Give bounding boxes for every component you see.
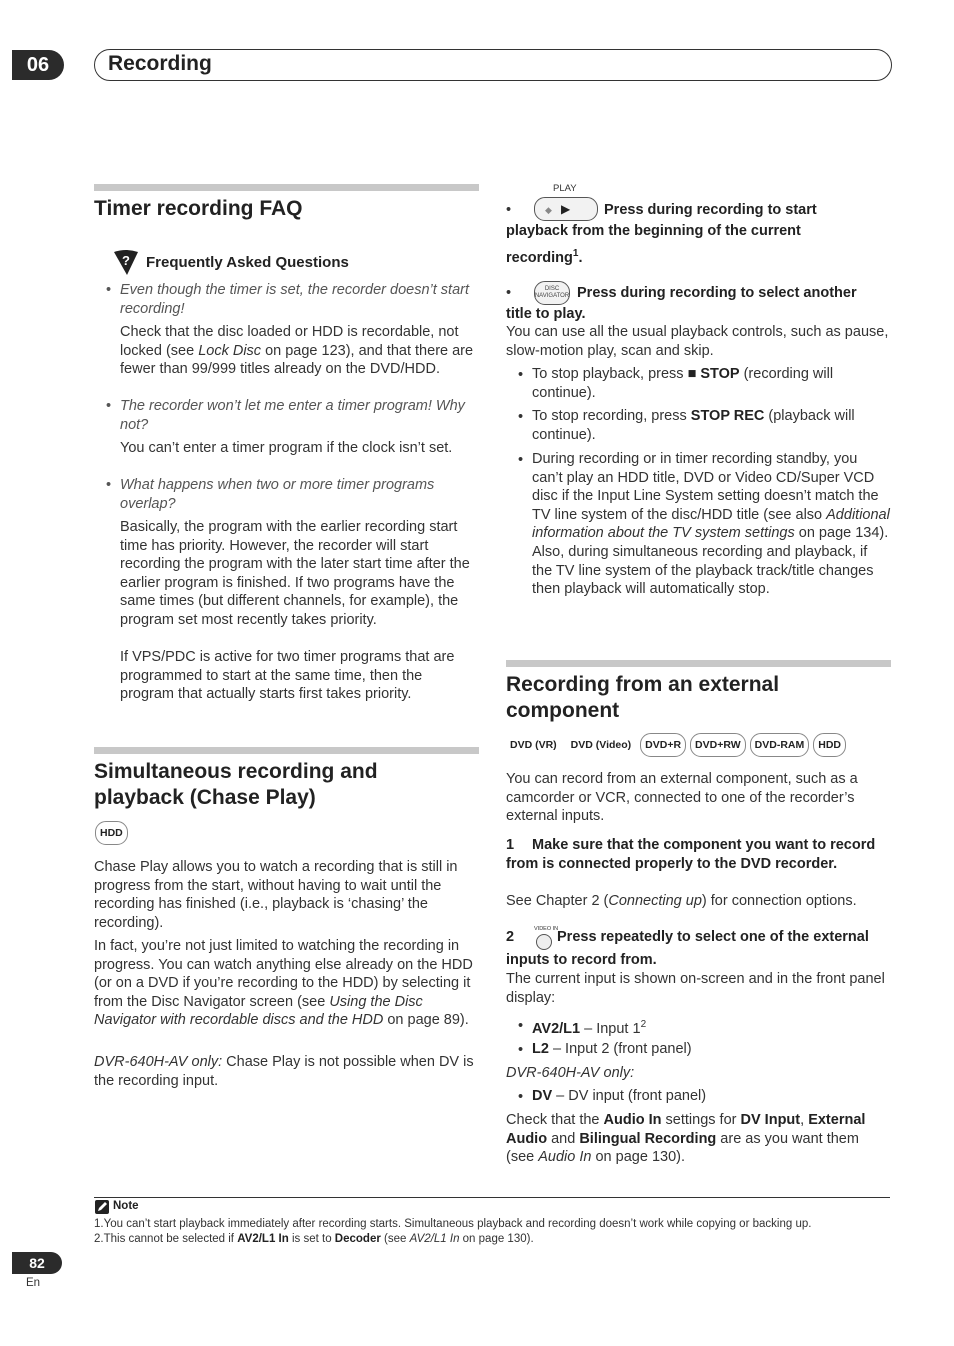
step-2-para: The current input is shown on-screen and in the front panel display:	[506, 971, 885, 1006]
input-option-dv: DV – DV input (front panel)	[532, 1088, 707, 1104]
input-option-av2: AV2/L1 – Input $1^2$	[532, 1019, 647, 1037]
badge-dvd-plus-r: DVD+R	[640, 733, 686, 757]
video-in-button[interactable]	[536, 934, 552, 950]
hdd-badge: HDD	[95, 821, 132, 845]
play-instruction-3: recording$^1$.	[506, 248, 583, 266]
bullet: •	[518, 1089, 524, 1105]
badge-dvd-plus-rw: DVD+RW	[690, 733, 746, 757]
play-instruction-2: playback from the beginning of the current	[506, 223, 801, 239]
footnote-2: 2.This cannot be selected if AV2/L1 In is set to Decoder (see AV2/L1 In on page 130).	[94, 1233, 534, 1245]
faq-answer-1: Check that the disc loaded or HDD is recordable, not locked (see Lock Disc on page 123), and that there are fewer than 99/999 titles already on the DVD/HDD.	[120, 324, 474, 378]
header-bar	[94, 49, 892, 81]
step-1-number: 1	[506, 837, 515, 853]
input-option-l2: L2 – Input 2 (front panel)	[532, 1041, 692, 1057]
language-code: En	[26, 1277, 41, 1289]
chase-para-2: In fact, you’re not just limited to watching the recording in progress. You can watch anything else already on the HDD (or on a DVD if you’re recording to the HDD) by selecting it from the Disc Navigator screen (see Using the Disc Navigator with recordable discs and the HDD on page 89).	[94, 938, 473, 1029]
stop-playback-text: To stop playback, press ■ STOP (recording will continue).	[532, 366, 834, 401]
play-button[interactable]: ◆ ▶	[534, 197, 598, 221]
bullet: •	[106, 398, 112, 414]
chapter-number: 06	[12, 50, 64, 80]
disc-navigator-button[interactable]: DISC NAVIGATOR	[534, 281, 570, 305]
bullet: •	[506, 202, 512, 218]
disc-type-badges	[505, 733, 850, 757]
section-rule	[94, 747, 479, 754]
faq-icon	[112, 248, 140, 276]
page-title: Recording	[108, 52, 212, 75]
svg-text:?: ?	[122, 253, 130, 268]
bullet: •	[518, 1042, 524, 1058]
video-in-label: VIDEO IN	[534, 926, 559, 932]
badge-dvd-video: DVD (Video)	[570, 739, 632, 751]
faq-answer-3-extra: If VPS/PDC is active for two timer programs that are programmed to start at the same time, then the program that actually starts first takes priority.	[120, 649, 455, 703]
chase-title-2: playback (Chase Play)	[94, 786, 316, 809]
model-only-note: DVR-640H-AV only:	[506, 1065, 635, 1081]
disc-instruction-1: Press during recording to select another	[577, 285, 857, 301]
bullet: •	[506, 285, 512, 301]
footnote-1: 1.You can’t start playback immediately after recording starts. Simultaneous playback and recording doesn’t work while copying or backing up.	[94, 1218, 812, 1230]
line-system-text: During recording or in timer recording standby, you can’t play an HDD title, DVD or Video CD/Super VCD disc if the Input Line System setting doesn’t match the TV line system of the disc/HDD title (see also Additional information about the TV system settings on page 134). Also, during simultaneous recording and playback, if the TV line system of the playback track/title changes then playback will automatically stop.	[532, 451, 890, 598]
step-1-text: Make sure that the component you want to record from is connected properly to the DVD recorder.	[506, 837, 876, 872]
external-title-2: component	[506, 699, 620, 722]
faq-question-3: What happens when two or more timer programs overlap?	[120, 477, 435, 512]
page-number: 82	[12, 1252, 62, 1274]
faq-title: Timer recording FAQ	[94, 197, 303, 220]
bullet: •	[518, 409, 524, 425]
section-rule	[94, 184, 479, 191]
bullet: •	[518, 367, 524, 383]
badge-dvd-ram: DVD-RAM	[750, 733, 810, 757]
play-instruction-1: Press during recording to start	[604, 202, 817, 218]
badge-dvd-vr: DVD (VR)	[510, 739, 557, 751]
faq-answer-2: You can’t enter a timer program if the clock isn’t set.	[120, 440, 453, 456]
audio-check-text: Check that the Audio In settings for DV Input, External Audio and Bilingual Recording are as you want them (see Audio In on page 130).	[506, 1112, 866, 1166]
external-intro: You can record from an external component, such as a camcorder or VCR, connected to one of the recorder’s external inputs.	[506, 771, 858, 825]
note-label: Note	[113, 1200, 139, 1212]
faq-answer-3: Basically, the program with the earlier recording start time has priority. However, the recorder will start recording the program with the later start time after the earlier program is finished. If two programs have the same times (but different channels, for example), the program set most recently takes priority.	[120, 519, 470, 628]
step-1-see: See Chapter 2 (Connecting up) for connection options.	[506, 893, 857, 909]
bullet: •	[106, 282, 112, 298]
bullet: •	[518, 1018, 524, 1034]
external-title-1: Recording from an external	[506, 673, 780, 696]
bullet: •	[518, 452, 524, 468]
badge-hdd: HDD	[813, 733, 846, 757]
faq-question-1: Even though the timer is set, the recorder doesn’t start recording!	[120, 282, 469, 317]
step-2-text-2: inputs to record from.	[506, 952, 657, 968]
note-rule	[94, 1197, 890, 1198]
step-2-number: 2	[506, 929, 515, 945]
disc-instruction-2: title to play.	[506, 306, 586, 322]
play-label: PLAY	[553, 183, 577, 194]
faq-subheading: Frequently Asked Questions	[146, 254, 349, 271]
step-2-text-1: Press repeatedly to select one of the external	[557, 929, 869, 945]
section-rule	[506, 660, 891, 667]
chase-para-3: DVR-640H-AV only: Chase Play is not possible when DV is the recording input.	[94, 1054, 474, 1089]
note-pencil-icon	[95, 1200, 109, 1214]
faq-question-2: The recorder won’t let me enter a timer program! Why not?	[120, 398, 465, 433]
chase-para-1: Chase Play allows you to watch a recording that is still in progress from the start, without having to wait until the recording has finished (i.e., playback is ‘chasing’ the recording).	[94, 859, 458, 931]
play-icon: ▶	[561, 202, 571, 216]
chase-title-1: Simultaneous recording and	[94, 760, 378, 783]
stop-recording-text: To stop recording, press STOP REC (playback will continue).	[532, 408, 855, 443]
bullet: •	[106, 477, 112, 493]
disc-para: You can use all the usual playback controls, such as pause, slow-motion play, scan and skip.	[506, 324, 889, 359]
